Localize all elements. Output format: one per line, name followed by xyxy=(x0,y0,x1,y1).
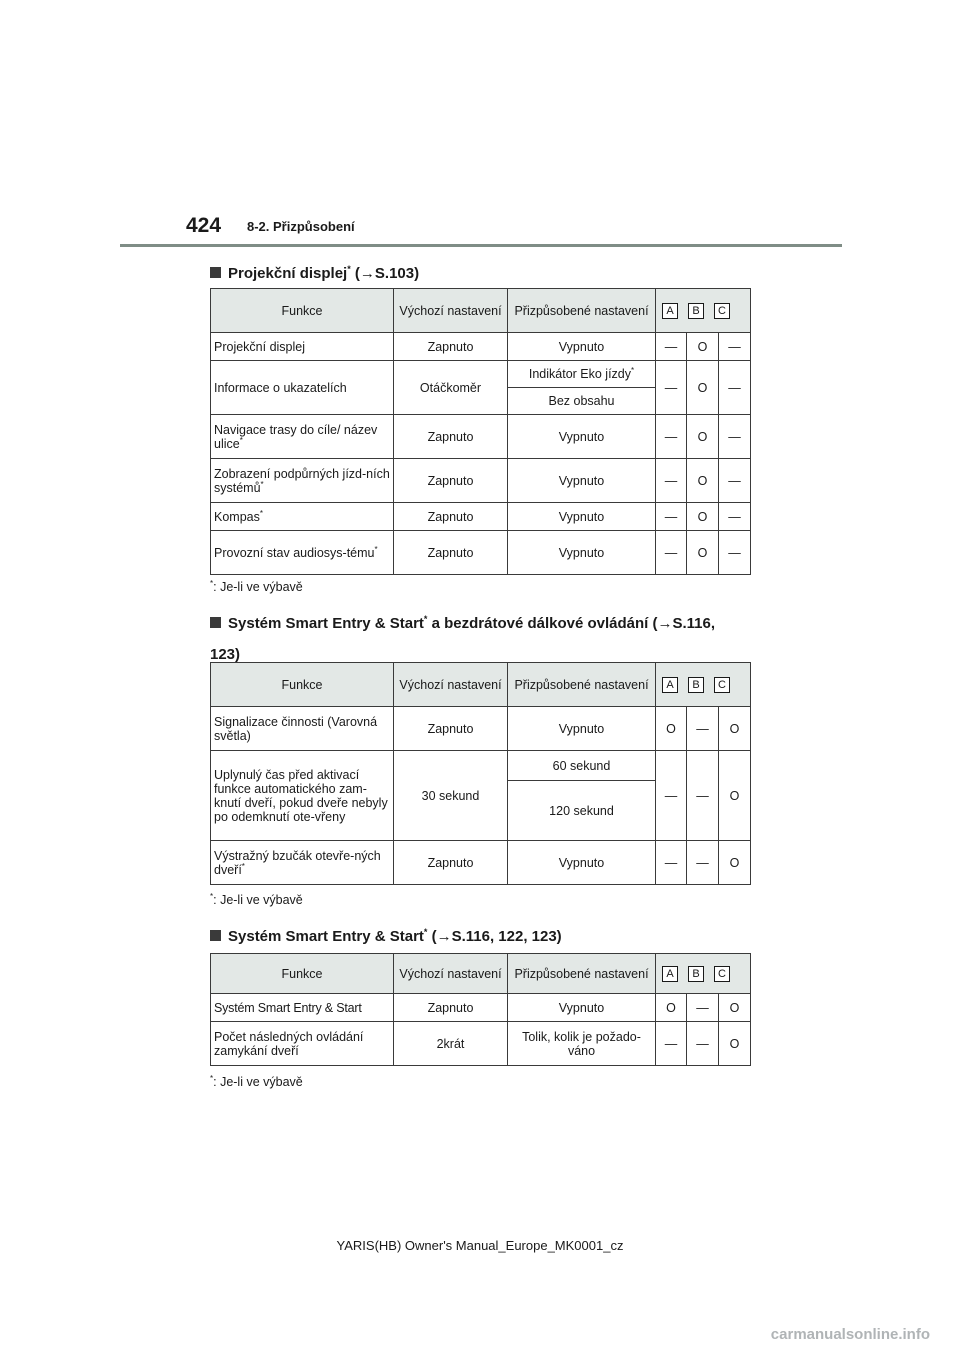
square-bullet-icon xyxy=(210,617,221,628)
section2-footnote: *: Je-li ve výbavě xyxy=(210,892,303,908)
section2-table xyxy=(210,662,751,885)
header-divider xyxy=(120,244,842,247)
page-footer: YARIS(HB) Owner's Manual_Europe_MK0001_cz xyxy=(336,1238,624,1253)
section1-table xyxy=(210,288,751,575)
table-row: Uplynulý čas před aktivací funkce automatického zam-knutí dveří, pokud dveře nebyly po odemknutí ote-vřeny 30 sekund 60 sekund — — O xyxy=(211,751,751,781)
section-label: 8-2. Přizpůsobení xyxy=(247,219,355,234)
square-bullet-icon xyxy=(210,930,221,941)
table-row: Provozní stav audiosys-tému* Zapnuto Vypnuto — O — xyxy=(211,531,751,575)
watermark: carmanualsonline.info xyxy=(770,1326,930,1343)
table-header-row xyxy=(211,289,751,333)
letter-a-box: A xyxy=(662,966,678,982)
table-row: Bez obsahu xyxy=(211,388,751,415)
section2-heading: Systém Smart Entry & Start* a bezdrátové dálkové ovládání (→S.116, 123) xyxy=(210,614,716,663)
table-row: 120 sekund xyxy=(211,781,751,841)
col-prizpusobene: Přizpůsobené nastavení xyxy=(508,954,656,994)
square-bullet-icon xyxy=(210,267,221,278)
section3-footnote: *: Je-li ve výbavě xyxy=(210,1074,303,1090)
table-row: Kompas* Zapnuto Vypnuto — O — xyxy=(211,503,751,531)
letter-c-box: C xyxy=(714,303,730,319)
section3-table xyxy=(210,953,751,1066)
col-funkce: Funkce xyxy=(211,954,394,994)
col-vychozi: Výchozí nastavení xyxy=(394,289,508,333)
letter-a-box: A xyxy=(662,677,678,693)
table-row: Počet následných ovládání zamykání dveří 2krát Tolik, kolik je požado-váno — — O xyxy=(211,1022,751,1066)
table-row: Signalizace činnosti (Varovná světla) Zapnuto Vypnuto O — O xyxy=(211,707,751,751)
table-row: Navigace trasy do cíle/ název ulice* Zapnuto Vypnuto — O — xyxy=(211,415,751,459)
table-row: Výstražný bzučák otevře-ných dveří* Zapnuto Vypnuto — — O xyxy=(211,841,751,885)
col-letters xyxy=(656,289,751,333)
col-vychozi: Výchozí nastavení xyxy=(394,954,508,994)
section1-heading: Projekční displej* (→S.103) xyxy=(210,257,419,286)
col-letters xyxy=(656,663,751,707)
col-funkce: Funkce xyxy=(211,663,394,707)
table-header-row xyxy=(211,954,751,994)
section3-heading: Systém Smart Entry & Start* (→S.116, 122, 123) xyxy=(210,920,562,949)
letter-b-box: B xyxy=(688,677,704,693)
col-letters xyxy=(656,954,751,994)
letter-c-box: C xyxy=(714,966,730,982)
table-row: Systém Smart Entry & Start Zapnuto Vypnuto O — O xyxy=(211,994,751,1022)
col-prizpusobene: Přizpůsobené nastavení xyxy=(508,663,656,707)
table-header-row xyxy=(211,663,751,707)
letter-c-box: C xyxy=(714,677,730,693)
letter-a-box: A xyxy=(662,303,678,319)
col-prizpusobene: Přizpůsobené nastavení xyxy=(508,289,656,333)
page-number: 424 xyxy=(186,214,222,237)
table-row: Zobrazení podpůrných jízd-ních systémů* Zapnuto Vypnuto — O — xyxy=(211,459,751,503)
letter-b-box: B xyxy=(688,303,704,319)
table-row: Projekční displej Zapnuto Vypnuto — O — xyxy=(211,333,751,361)
letter-b-box: B xyxy=(688,966,704,982)
col-vychozi: Výchozí nastavení xyxy=(394,663,508,707)
section1-footnote: *: Je-li ve výbavě xyxy=(210,579,303,595)
table-row: Informace o ukazatelích Otáčkoměr Indikátor Eko jízdy* — O — xyxy=(211,361,751,388)
col-funkce: Funkce xyxy=(211,289,394,333)
